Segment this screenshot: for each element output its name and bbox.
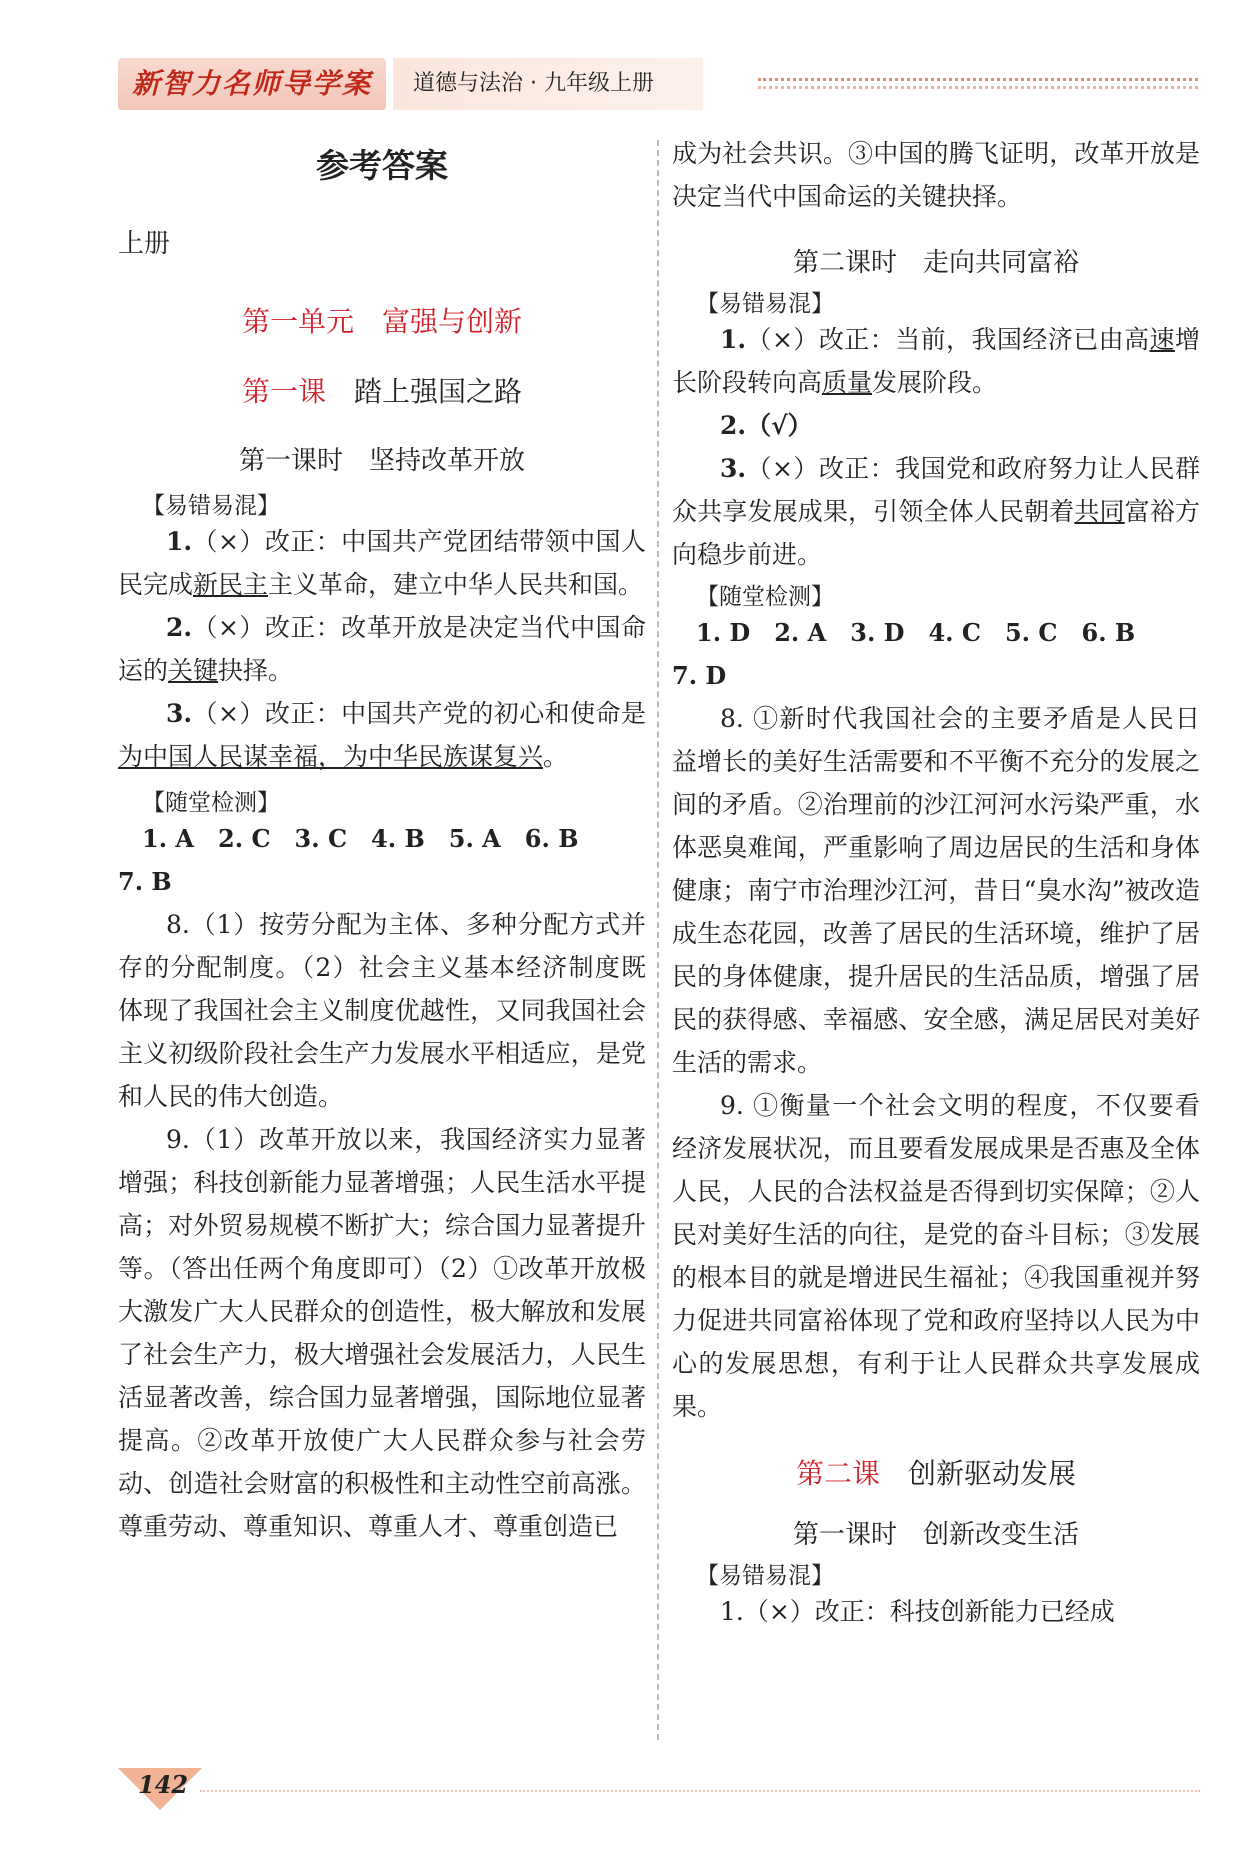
lesson-heading [118, 370, 646, 410]
header-divider-2 [758, 86, 1198, 89]
column-divider [657, 140, 659, 1740]
answer-continuation: 成为社会共识。③中国的腾飞证明，改革开放是决定当代中国命运的关键抉择。 [672, 139, 1200, 211]
lesson-number: 第一课 [241, 375, 326, 408]
answer-item: 3.（×）改正：中国共产党的初心和使命是为中国人民谋幸福，为中华民族谋复兴。 [118, 699, 646, 771]
volume-label: 上册 [118, 229, 171, 259]
answer-item: 1.（×）改正：科技创新能力已经成 [720, 1597, 1115, 1626]
lesson-name: 创新驱动发展 [908, 1457, 1077, 1490]
period-heading: 第一课时 创新改变生活 [792, 1520, 1079, 1550]
right-column [672, 132, 1200, 1633]
header-divider [758, 78, 1198, 81]
section-label-suitang: 【随堂检测】 [696, 584, 834, 610]
answer-item: 2.（√） [720, 411, 813, 440]
page-number: 142 [138, 1770, 189, 1799]
period-heading: 第一课时 坚持改革开放 [238, 446, 525, 476]
left-column [118, 140, 646, 1548]
multiple-choice-answers: 1. A 2. C 3. C 4. B 5. A 6. B 7. B [118, 824, 579, 896]
answer-item: 3.（×）改正：我国党和政府努力让人民群众共享发展成果，引领全体人民朝着共同富裕方向稳步前进。 [672, 454, 1200, 569]
unit-heading: 第一单元 富强与创新 [241, 305, 522, 338]
section-label-suitang: 【随堂检测】 [142, 790, 280, 816]
multiple-choice-answers: 1. D 2. A 3. D 4. C 5. C 6. B 7. D [672, 618, 1136, 690]
lesson-heading [672, 1452, 1200, 1492]
lesson-name: 踏上强国之路 [354, 375, 523, 408]
subject-label: 道德与法治 · 九年级上册 [393, 58, 703, 110]
footer-divider [200, 1790, 1200, 1792]
period-heading: 第二课时 走向共同富裕 [792, 248, 1079, 278]
brand-logo: 新智力名师导学案 [118, 58, 386, 110]
answer-item: 8. ①新时代我国社会的主要矛盾是人民日益增长的美好生活需要和不平衡不充分的发展之间的矛盾。②治理前的沙江河河水污染严重，水体恶臭难闻，严重影响了周边居民的生活和身体健康；南宁市治理沙江河，昔日“臭水沟”被改造成生态花园，改善了居民的生活环境，维护了居民的身体健康，提升居民的生活品质，增强了居民的获得感、幸福感、安全感，满足居民对美好生活的需求。 [672, 704, 1200, 1077]
lesson-number: 第二课 [795, 1457, 880, 1490]
page-header [118, 58, 1200, 110]
answer-item: 1.（×）改正：中国共产党团结带领中国人民完成新民主主义革命，建立中华人民共和国。 [118, 527, 646, 599]
answer-item: 9. ①衡量一个社会文明的程度，不仅要看经济发展状况，而且要看发展成果是否惠及全体人民，人民的合法权益是否得到切实保障；②人民对美好生活的向往，是党的奋斗目标；③发展的根本目的就是增进民生福祉；④我国重视并努力促进共同富裕体现了党和政府坚持以人民为中心的发展思想，有利于让人民群众共享发展成果。 [672, 1091, 1200, 1421]
answer-item: 9.（1）改革开放以来，我国经济实力显著增强；科技创新能力显著增强；人民生活水平提高；对外贸易规模不断扩大；综合国力显著提升等。（答出任两个角度即可）（2）①改革开放极大激发广大人民群众的创造性，极大解放和发展了社会生产力，极大增强社会发展活力，人民生活显著改善，综合国力显著增强，国际地位显著提高。②改革开放使广大人民群众参与社会劳动、创造社会财富的积极性和主动性空前高涨。尊重劳动、尊重知识、尊重人才、尊重创造已 [118, 1125, 646, 1541]
section-label-yicuo: 【易错易混】 [696, 291, 834, 317]
section-label-yicuo: 【易错易混】 [142, 493, 280, 519]
page-title: 参考答案 [316, 146, 448, 185]
answer-item: 8.（1）按劳分配为主体、多种分配方式并存的分配制度。（2）社会主义基本经济制度既体现了我国社会主义制度优越性，又同我国社会主义初级阶段社会生产力发展水平相适应，是党和人民的伟大创造。 [118, 910, 646, 1111]
answer-item: 1.（×）改正：当前，我国经济已由高速增长阶段转向高质量发展阶段。 [672, 325, 1200, 397]
answer-item: 2.（×）改正：改革开放是决定当代中国命运的关键抉择。 [118, 613, 646, 685]
section-label-yicuo: 【易错易混】 [696, 1563, 834, 1589]
